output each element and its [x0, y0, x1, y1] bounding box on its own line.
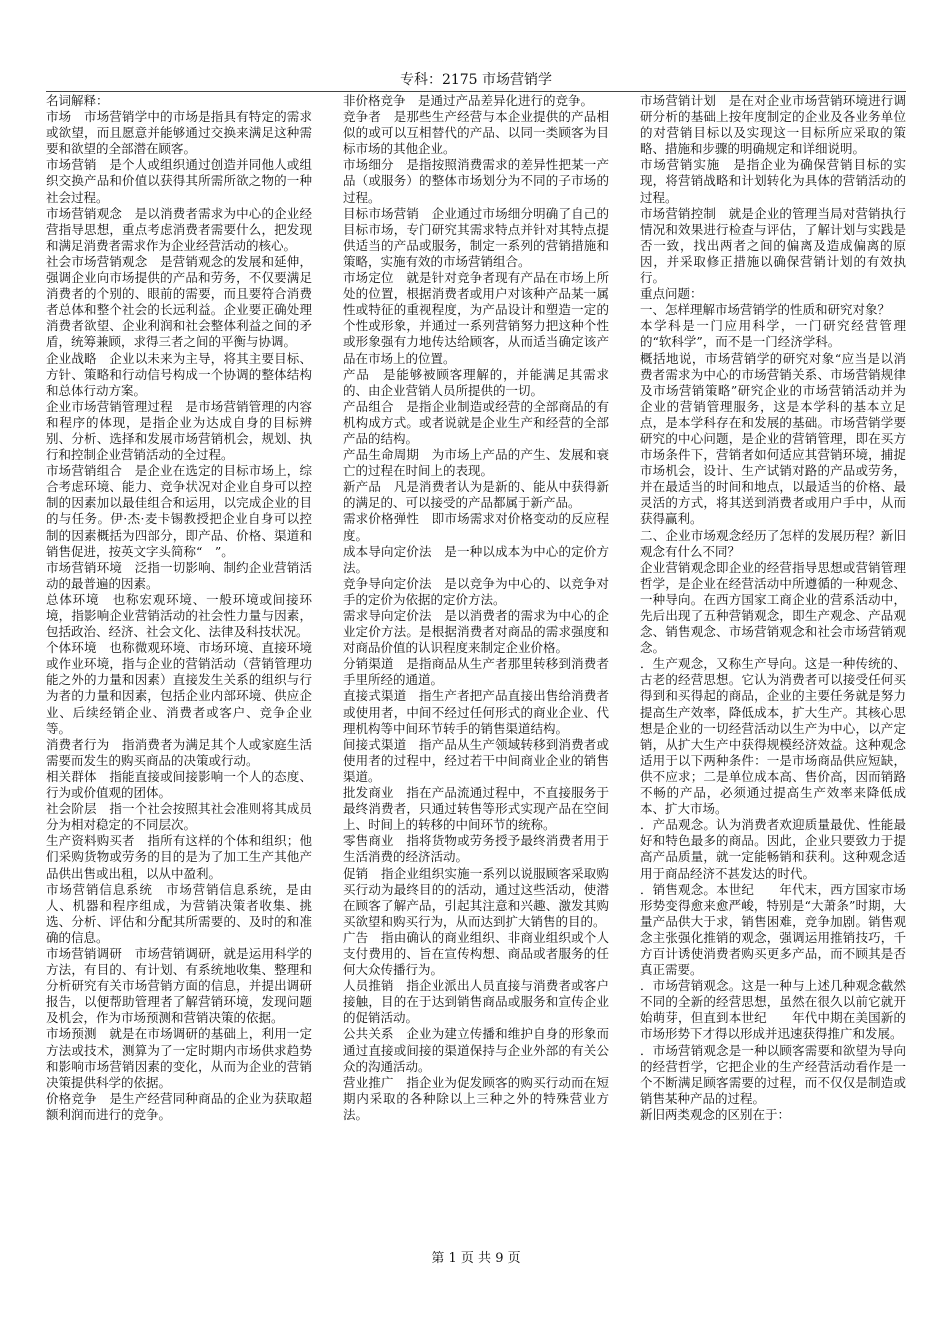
paragraph: 市场 市场营销学中的市场是指具有特定的需求或欲望，而且愿意并能够通过交换来满足这种需要和欲望的全部潜在顾客。: [46, 109, 312, 157]
page-footer: [46, 1250, 906, 1268]
paragraph: ．销售观念。本世纪 年代末，西方国家市场形势变得愈来愈严峻，特别是“大萧条”时期，大量产品供大于求，销售困难，竞争加剧。销售观念主张强化推销的观念，强调运用推销技巧，千方百计诱使消费者购买更多产品，而不顾其是否真正需要。: [640, 881, 906, 978]
paragraph: 批发商业 指在产品流通过程中，不直接服务于最终消费者，只通过转售等形式实现产品在空间上、时间上的转移的中间环节的统称。: [343, 785, 609, 833]
paragraph: 相关群体 指能直接或间接影响一个人的态度、行为或价值观的团体。: [46, 768, 312, 801]
column-middle: [343, 93, 609, 1243]
paragraph: 本学科是一门应用科学，一门研究经营管理的“软科学”，而不是一门经济学科。: [640, 318, 906, 350]
paragraph: 市场营销信息系统 市场营销信息系统，是由人、机器和程序组成，为营销决策者收集、挑选、分析、评估和分配其所需要的、及时的和准确的信息。: [46, 881, 312, 945]
paragraph: 营业推广 指企业为促发顾客的购买行动而在短期内采取的各种除以上三种之外的特殊营业方法。: [343, 1074, 609, 1122]
paragraph: 零售商业 指将货物或劳务授予最终消费者用于生活消费的经济活动。: [343, 833, 609, 865]
paragraph: 新产品 凡是消费者认为是新的、能从中获得新的满足的、可以接受的产品都属于新产品。: [343, 479, 609, 511]
paragraph: 消费者行为 指消费者为满足其个人或家庭生活需要而发生的购买商品的决策或行动。: [46, 736, 312, 768]
paragraph: ．市场营销观念。这是一种与上述几种观念截然不同的全新的经营思想，虽然在很久以前它就开始萌芽，但直到本世纪 年代中期在美国新的市场形势下才得以形成并迅速获得推广和发展。: [640, 978, 906, 1042]
paragraph: 间接式渠道 指产品从生产领域转移到消费者或使用者的过程中，经过若干中间商业企业的销售渠道。: [343, 736, 609, 784]
document-body: [46, 93, 906, 1243]
paragraph: 市场营销组合 是企业在选定的目标市场上，综合考虑环境、能力、竞争状况对企业自身可以控制的因素加以最佳组合和运用，以完成企业的目的与任务。伊·杰·麦卡锡教授把企业自身可以控制的因素概括为四部分，即产品、价格、渠道和销售促进，按英文字头简称“ ”。: [46, 463, 312, 559]
paragraph: 生产资料购买者 指所有这样的个体和组织；他们采购货物或劳务的目的是为了加工生产其他产品供出售或出租，以从中盈利。: [46, 833, 312, 881]
page-number: 第 1 页 共 9 页: [431, 1251, 521, 1266]
paragraph: 广告 指由确认的商业组织、非商业组织或个人支付费用的、旨在宣传构想、商品或者服务的任何大众传播行为。: [343, 929, 609, 978]
paragraph: 市场预测 就是在市场调研的基础上，利用一定方法或技术，测算为了一定时期内市场供求趋势和影响市场营销因素的变化，从而为企业的营销决策提供科学的依据。: [46, 1026, 312, 1090]
paragraph: 新旧两类观念的区别在于：: [640, 1106, 791, 1122]
paragraph: ．产品观念。认为消费者欢迎质量最优、性能最好和特色最多的商品。因此，企业只要致力于提高产品质量，就一定能畅销和获利。这种观念适用于商品经济不甚发达的时代。: [640, 817, 906, 881]
page-header: [46, 70, 906, 92]
paragraph: ．市场营销观念是一种以顾客需要和欲望为导向的经营哲学，它把企业的生产经营活动看作是一个不断满足顾客需要的过程，而不仅仅是制造或销售某种产品的过程。: [640, 1042, 906, 1106]
paragraph: 分销渠道 是指商品从生产者那里转移到消费者手里所经的通道。: [343, 656, 609, 688]
paragraph: 市场营销观念 是以消费者需求为中心的企业经营指导思想，重点考虑消费者需要什么，把发现和满足消费者需求作为企业经营活动的核心。: [46, 205, 312, 253]
paragraph: 一、怎样理解市场营销学的性质和研究对象？: [640, 302, 891, 318]
paragraph: 促销 指企业组织实施一系列以说服顾客采取购买行动为最终目的的活动，通过这些活动，使潜在顾客了解产品，引起其注意和兴趣、激发其购买欲望和购买行为，从而达到扩大销售的目的。: [343, 865, 609, 929]
paragraph: 目标市场营销 企业通过市场细分明确了自己的目标市场，专门研究其需求特点并针对其特点提供适当的产品或服务，制定一系列的营销措施和策略，实施有效的市场营销组合。: [343, 205, 609, 269]
paragraph: 市场营销控制 就是企业的管理当局对营销执行情况和效果进行检查与评估，了解计划与实践是否一致，找出两者之间的偏离及造成偏离的原因，并采取修正措施以确保营销计划的有效执行。: [640, 205, 906, 286]
paragraph: 需求导向定价法 是以消费者的需求为中心的企业定价方法。是根据消费者对商品的需求强度和对商品价值的认识程度来制定企业价格。: [343, 608, 609, 656]
paragraph: 价格竞争 是生产经营同种商品的企业为获取超额利润而进行的竞争。: [46, 1090, 312, 1122]
paragraph: 需求价格弹性 即市场需求对价格变动的反应程度。: [343, 511, 609, 543]
paragraph: 市场营销环境 泛指一切影响、制约企业营销活动的最普遍的因素。: [46, 559, 312, 591]
paragraph: 市场定位 就是针对竞争者现有产品在市场上所处的位置，根据消费者或用户对该种产品某一属性或特征的重视程度，为产品设计和塑造一定的个性或形象，并通过一系列营销努力把这种个性或形象强有力地传达给顾客，从而适当确定该产品在市场上的位置。: [343, 270, 609, 366]
paragraph: 社会市场营销观念 是营销观念的发展和延伸，强调企业向市场提供的产品和劳务，不仅要满足消费者的个别的、眼前的需要，而且要符合消费者总体和整个社会的长远利益。企业要正确处理消费者欲望、企业利润和社会整体利益之间的矛盾，统筹兼顾，求得三者之间的平衡与协调。: [46, 253, 312, 350]
paragraph: 企业市场营销管理过程 是市场营销管理的内容和程序的体现，是指企业为达成自身的目标辨别、分析、选择和发展市场营销机会，规划、执行和控制企业营销活动的全过程。: [46, 398, 312, 463]
paragraph: 重点问题：: [640, 286, 703, 302]
paragraph: 直接式渠道 指生产者把产品直接出售给消费者或使用者，中间不经过任何形式的商业企业、代理机构等中间环节转手的销售渠道结构。: [343, 688, 609, 736]
paragraph: 非价格竞争 是通过产品差异化进行的竞争。: [343, 93, 594, 108]
paragraph: 概括地说，市场营销学的研究对象“应当是以消费者需求为中心的市场营销关系、市场营销规律及市场营销策略”研究企业的市场营销活动并为企业的营销管理服务，这是本学科的基本立足点，是本学科存在和发展的基础。市场营销学要研究的中心问题，是企业的营销管理，即在买方市场条件下，营销者如何适应其营销环境，捕捉市场机会，设计、生产试销对路的产品或劳务，并在最适当的时间和地点，以最适当的价格、最灵活的方式，将其送到消费者或用户手中，从而获得赢利。: [640, 350, 906, 527]
paragraph: 名词解释：: [46, 93, 109, 108]
column-left: [46, 93, 312, 1243]
paragraph: 产品 是能够被顾客理解的，并能满足其需求的、由企业营销人员所提供的一切。: [343, 366, 609, 398]
page-header-title: 专科：2175 市场营销学: [399, 72, 553, 88]
paragraph: 人员推销 指企业派出人员直接与消费者或客户接触，目的在于达到销售商品或服务和宣传企业的促销活动。: [343, 978, 609, 1026]
paragraph: 竞争导向定价法 是以竞争为中心的、以竞争对手的定价为依据的定价方法。: [343, 575, 609, 607]
paragraph: 市场细分 是指按照消费需求的差异性把某一产品（或服务）的整体市场划分为不同的子市场的过程。: [343, 157, 609, 205]
paragraph: 个体环境 也称微观环境、市场环境、直接环境或作业环境，指与企业的营销活动（营销管理功能之外的力量和因素）直接发生关系的组织与行为者的力量和因素，包括企业内部环境、供应企业、后续经销企业、消费者或客户、竞争企业等。: [46, 640, 312, 736]
column-right: [640, 93, 906, 1243]
paragraph: 企业营销观念即企业的经营指导思想或营销管理哲学，是企业在经营活动中所遵循的一种观念、一种导向。在西方国家工商企业的营系活动中，先后出现了五种营销观念，即生产观念、产品观念、销售观念、市场营销观念和社会市场营销观念。: [640, 559, 906, 656]
paragraph: 市场营销调研 市场营销调研，就是运用科学的方法，有目的、有计划、有系统地收集、整理和分析研究有关市场营销方面的信息，并提出调研报告，以便帮助管理者了解营销环境，发现问题及机会，作为市场预测和营销决策的依据。: [46, 945, 312, 1026]
paragraph: 产品生命周期 为市场上产品的产生、发展和衰亡的过程在时间上的表现。: [343, 447, 609, 479]
paragraph: 竞争者 是那些生产经营与本企业提供的产品相似的或可以互相替代的产品、以同一类顾客为目标市场的其他企业。: [343, 109, 609, 157]
paragraph: 二、企业市场观念经历了怎样的发展历程？新旧观念有什么不同？: [640, 527, 906, 559]
paragraph: 公共关系 企业为建立传播和维护自身的形象而通过直接或间接的渠道保持与企业外部的有关公众的沟通活动。: [343, 1026, 609, 1074]
paragraph: 总体环境 也称宏观环境、一般环境或间接环境，指影响企业营销活动的社会性力量与因素，包括政治、经济、社会文化、法律及科技状况。: [46, 591, 312, 640]
paragraph: 成本导向定价法 是一种以成本为中心的定价方法。: [343, 543, 609, 575]
paragraph: 产品组合 是指企业制造或经营的全部商品的有机构成方式。或者说就是企业生产和经营的全部产品的结构。: [343, 398, 609, 446]
paragraph: 市场营销 是个人或组织通过创造并同他人或组织交换产品和价值以获得其所需所欲之物的一种社会过程。: [46, 157, 312, 205]
paragraph: ．生产观念，又称生产导向。这是一种传统的、古老的经营思想。它认为消费者可以接受任何买得到和买得起的商品，企业的主要任务就是努力提高生产效率，降低成本，扩大生产。其核心思想是企业的一切经营活动以生产为中心，以产定销，从扩大生产中获得规模经济效益。这种观念适用于以下两种条件：一是市场商品供应短缺，供不应求；二是单位成本高、售价高，因而销路不畅的产品，必须通过提高生产效率来降低成本、扩大市场。: [640, 656, 906, 817]
paragraph: 市场营销实施 是指企业为确保营销目标的实现，将营销战略和计划转化为具体的营销活动的过程。: [640, 157, 906, 205]
paragraph: 企业战略 企业以未来为主导，将其主要目标、方针、策略和行动信号构成一个协调的整体结构和总体行动方案。: [46, 350, 312, 398]
paragraph: 社会阶层 指一个社会按照其社会准则将其成员分为相对稳定的不同层次。: [46, 801, 312, 833]
paragraph: 市场营销计划 是在对企业市场营销环境进行调研分析的基础上按年度制定的企业及各业务单位的对营销目标以及实现这一目标所应采取的策略、措施和步骤的明确规定和详细说明。: [640, 93, 906, 157]
